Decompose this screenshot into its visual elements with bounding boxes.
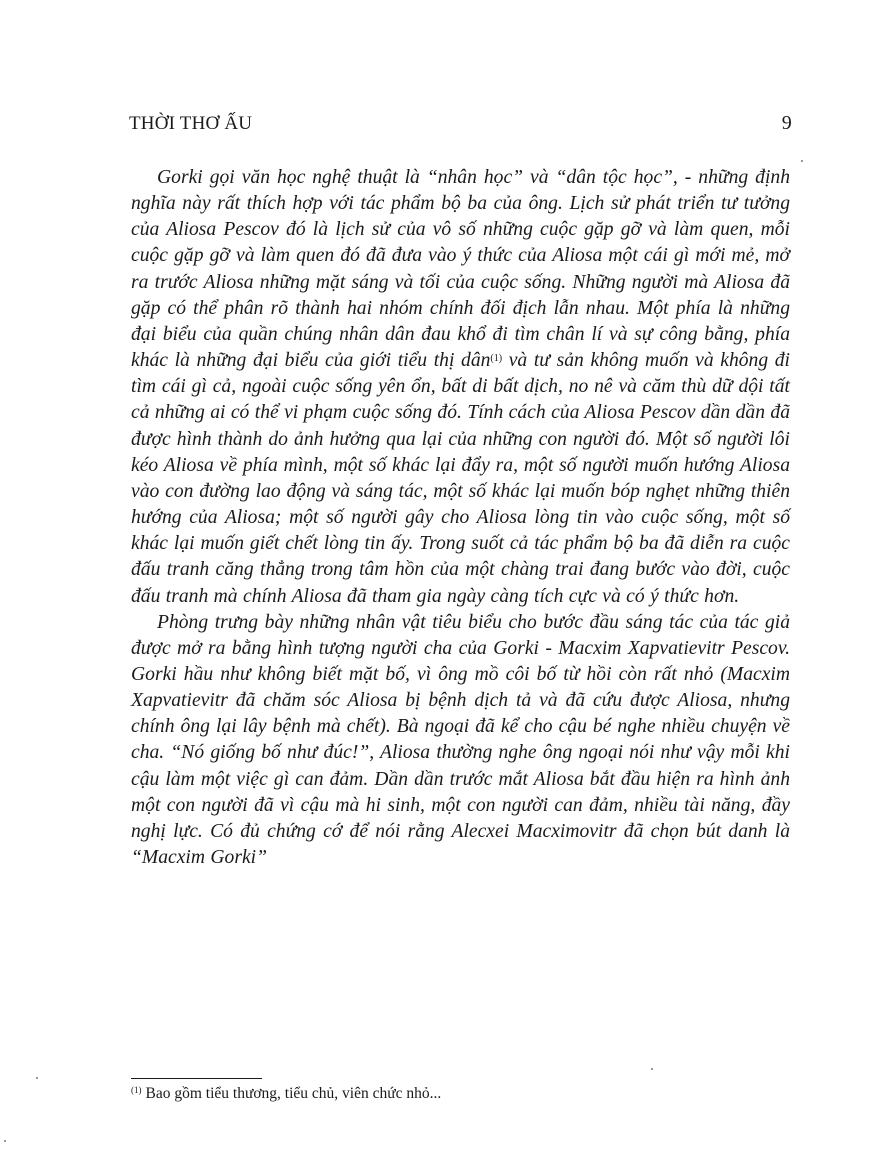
footnote-text: Bao gồm tiểu thương, tiểu chủ, viên chức nhỏ... [145, 1085, 442, 1102]
footnote-reference: (1) [490, 353, 503, 365]
body-text [131, 165, 790, 871]
paragraph-1-text-b: và tư sản không muốn và không đi tìm cái gì cả, ngoài cuộc sống yên ổn, bất di bất dịch, no nê và căm thù dữ dội tất cả những ai có thể vi phạm cuộc sống đó. Tính cách của Aliosa Pescov dần dần đã được hình thành do ảnh hưởng qua lại của những con người đó. Một số người lôi kéo Aliosa về phía mình, một số khác lại đẩy ra, một số người muốn hướng Aliosa vào con đường lao động và sáng tác, một số khác lại muốn bóp nghẹt những thiên hướng của Aliosa; một số người gây cho Aliosa lòng tin vào cuộc sống, một số khác lại muốn giết chết lòng tin ấy. Trong suốt cả tác phẩm bộ ba đã diễn ra cuộc đấu tranh căng thẳng trong tâm hồn của một chàng trai đang bước vào đời, cuộc đấu tranh mà chính Aliosa đã tham gia ngày càng tích cực và có ý thức hơn. [131, 350, 790, 607]
page-number: 9 [781, 112, 792, 134]
scan-speck [4, 1140, 6, 1142]
header-book-title: THỜI THƠ ẤU [129, 113, 253, 134]
paragraph-1 [131, 165, 790, 610]
scan-speck [651, 1068, 653, 1070]
footnote-mark: (1) [131, 1085, 142, 1095]
paragraph-1-text-a: Gorki gọi văn học nghệ thuật là “nhân học” và “dân tộc học”, - những định nghĩa này rất thích hợp với tác phẩm bộ ba của ông. Lịch sử phát triển tư tưởng của Aliosa Pescov đó là lịch sử của vô số những cuộc gặp gỡ và làm quen, mỗi cuộc gặp gỡ và làm quen đó đã đưa vào ý thức của Aliosa một cái gì mới mẻ, mở ra trước Aliosa những mặt sáng và tối của cuộc sống. Những người mà Aliosa đã gặp có thể phân rõ thành hai nhóm chính đối địch lẫn nhau. Một phía là những đại biểu của quần chúng nhân dân đau khổ đi tìm chân lí và sự công bằng, phía khác là những đại biểu của giới tiểu thị dân [131, 167, 790, 372]
scan-speck [801, 160, 803, 162]
running-header [129, 112, 792, 138]
footnote-divider [131, 1078, 262, 1079]
scan-speck [36, 1077, 38, 1079]
footnote [131, 1085, 441, 1103]
paragraph-2: Phòng trưng bày những nhân vật tiêu biểu cho bước đầu sáng tác của tác giả được mở ra bằng hình tượng người cha của Gorki - Macxim Xapvatievitr Pescov. Gorki hầu như không biết mặt bố, vì ông mồ côi bố từ hồi còn rất nhỏ (Macxim Xapvatievitr đã chăm sóc Aliosa bị bệnh dịch tả và đã cứu được Aliosa, nhưng chính ông lại lây bệnh mà chết). Bà ngoại đã kể cho cậu bé nghe nhiều chuyện về cha. “Nó giống bố như đúc!”, Aliosa thường nghe ông ngoại nói như vậy mỗi khi cậu làm một việc gì can đảm. Dần dần trước mắt Aliosa bắt đầu hiện ra hình ảnh một con người đã vì cậu mà hi sinh, một con người can đảm, nhiều tài năng, đầy nghị lực. Có đủ chứng cớ để nói rằng Alecxei Macximovitr đã chọn bút danh là “Macxim Gorki” [131, 611, 790, 869]
